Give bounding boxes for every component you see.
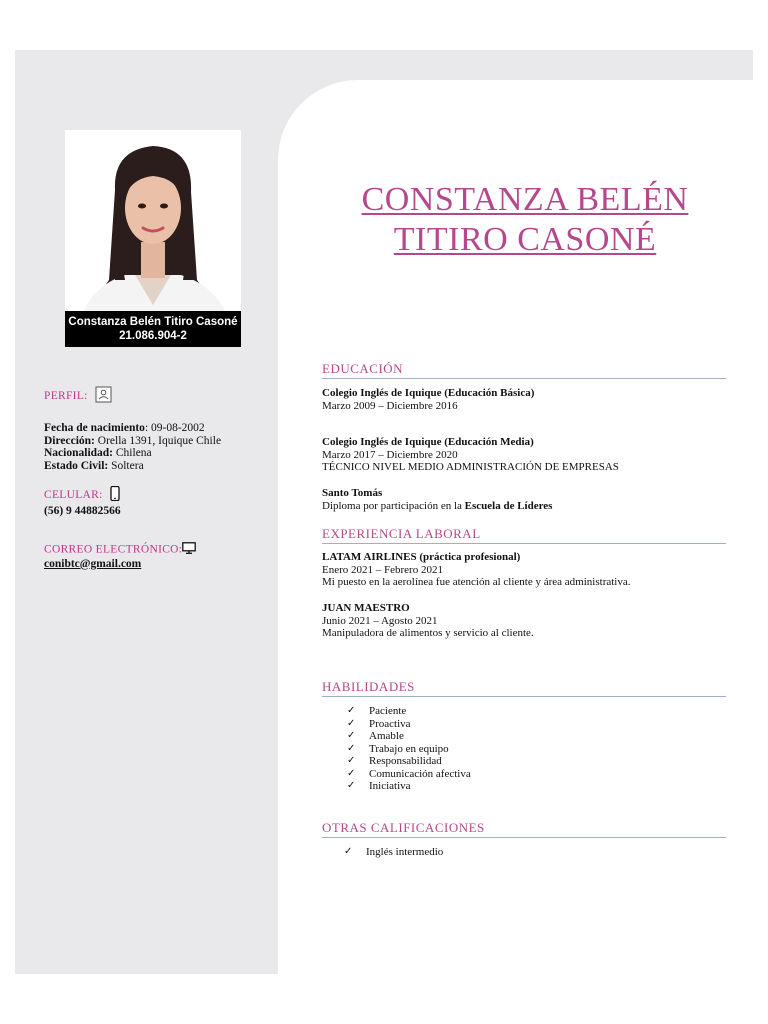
education-school: Santo Tomás: [322, 487, 383, 499]
contact-card-icon: [95, 386, 112, 407]
other-heading: OTRAS CALIFICACIONES: [322, 820, 726, 838]
education-desc: [322, 500, 552, 513]
skills-list-container: [347, 705, 471, 793]
perfil-heading: [44, 386, 112, 407]
education-item-2: [322, 436, 619, 474]
education-school: Colegio Inglés de Iquique (Educación Media): [322, 436, 534, 448]
list-item: ✓ Proactiva: [347, 718, 471, 731]
email-section: [44, 542, 196, 570]
celular-section: [44, 486, 121, 517]
experience-desc: Mi puesto en la aerolínea fue atención al cliente y área administrativa.: [322, 576, 631, 588]
nationality-label: Nacionalidad:: [44, 447, 114, 459]
name-line-1: CONSTANZA BELÉN: [361, 181, 689, 218]
name-line-2: TITIRO CASONÉ: [393, 221, 657, 258]
address-row: [44, 435, 221, 448]
nationality-value: Chilena: [113, 447, 152, 459]
photo-caption: [65, 311, 241, 347]
mobile-phone-icon: [110, 486, 120, 505]
birth-label: Fecha de nacimiento: [44, 422, 145, 434]
experience-heading: EXPERIENCIA LABORAL: [322, 526, 726, 544]
experience-company: JUAN MAESTRO: [322, 602, 410, 614]
email-value[interactable]: conibtc@gmail.com: [44, 557, 142, 570]
education-item-3: [322, 487, 552, 512]
profile-photo: [65, 130, 241, 347]
education-dates: Marzo 2009 – Diciembre 2016: [322, 399, 458, 412]
education-desc-bold: Escuela de Líderes: [464, 499, 553, 512]
list-item: ✓ Responsabilidad: [347, 755, 471, 768]
education-desc-text: Diploma por participación en la: [322, 499, 465, 512]
photo-caption-name: Constanza Belén Titiro Casoné: [68, 316, 238, 328]
perfil-label: PERFIL:: [44, 389, 88, 402]
experience-desc: Manipuladora de alimentos y servicio al cliente.: [322, 627, 534, 639]
nationality-row: [44, 447, 221, 460]
list-item: ✓ Paciente: [347, 705, 471, 718]
address-value: Orella 1391, Iquique Chile: [94, 434, 222, 447]
education-dates: Marzo 2017 – Diciembre 2020: [322, 448, 458, 461]
education-item-1: [322, 387, 534, 412]
skills-heading: HABILIDADES: [322, 679, 726, 697]
other-list: [344, 846, 443, 859]
other-list-container: [344, 846, 443, 859]
list-item: ✓ Trabajo en equipo: [347, 743, 471, 756]
list-item: ✓ Amable: [347, 730, 471, 743]
education-extra: TÉCNICO NIVEL MEDIO ADMINISTRACIÓN DE EMPRESAS: [322, 461, 619, 473]
personal-info: [44, 422, 221, 472]
celular-label: CELULAR:: [44, 488, 103, 501]
experience-item-1: [322, 551, 630, 589]
computer-monitor-icon: [182, 542, 196, 558]
list-item: ✓ Iniciativa: [347, 780, 471, 793]
list-item: ✓ Comunicación afectiva: [347, 768, 471, 781]
celular-value: (56) 9 44882566: [44, 504, 121, 517]
birth-date-row: [44, 422, 221, 435]
experience-item-2: [322, 602, 534, 640]
civil-label: Estado Civil:: [44, 459, 109, 472]
email-label: CORREO ELECTRÓNICO:: [44, 543, 183, 556]
education-heading: EDUCACIÓN: [322, 361, 726, 379]
list-item: ✓ Inglés intermedio: [344, 846, 443, 859]
experience-dates: Junio 2021 – Agosto 2021: [322, 614, 438, 627]
birth-value: : 09-08-2002: [144, 422, 205, 434]
address-label: Dirección:: [44, 434, 95, 447]
civil-status-row: [44, 460, 221, 473]
education-school: Colegio Inglés de Iquique (Educación Básica): [322, 387, 535, 399]
experience-company: LATAM AIRLINES (práctica profesional): [322, 551, 521, 563]
photo-caption-id: 21.086.904-2: [119, 330, 187, 342]
page-title: [300, 180, 750, 260]
civil-value: Soltera: [108, 459, 144, 472]
skills-list: [347, 705, 471, 793]
experience-dates: Enero 2021 – Febrero 2021: [322, 563, 443, 576]
